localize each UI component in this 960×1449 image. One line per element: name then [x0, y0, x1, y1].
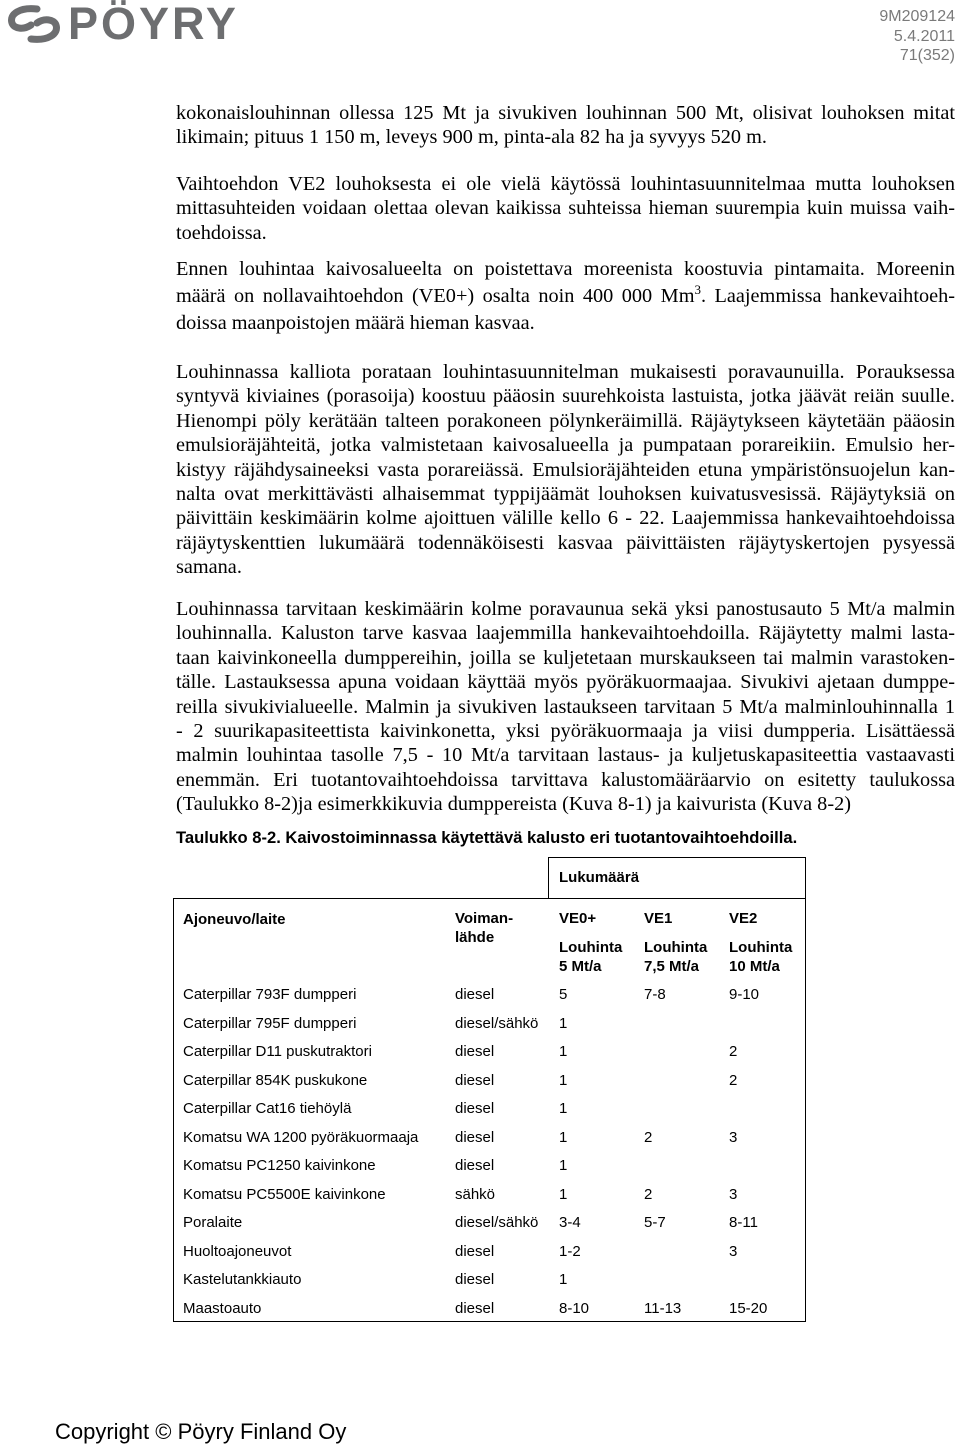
cell-ve2-count: 2 [729, 1071, 738, 1089]
cell-power-source: diesel [455, 1157, 495, 1175]
text-line: mittasuhteiden voidaan olettaa olevan kaikissa suhteissa hieman suurempia kuin muissa vaih- [176, 197, 955, 220]
cell-ve1-count: 7-8 [644, 986, 666, 1003]
group-header-count: Lukumäärä [548, 857, 806, 899]
cell-ve0-count: 1 [559, 1014, 568, 1032]
paragraph [176, 597, 955, 817]
column-header-label: Louhinta [559, 939, 623, 956]
cell-ve2-count: 15-20 [729, 1300, 768, 1318]
cell-power-source: diesel [455, 1128, 495, 1146]
equipment-table [173, 857, 806, 1322]
cell-power-source: diesel [455, 1300, 495, 1318]
text-line: räjäytyskenttien lukumäärä todennäköisesti kasvaa päivittäisten räjäytyskertojen pysyessä [176, 531, 955, 554]
page-number: 71(352) [899, 47, 955, 64]
text-line: syntyvä kiviaines (porasoija) koostuu pääosin suurehkoista lastuista, jotka jäävät reiän suulle. [176, 385, 955, 408]
cell-power-source: diesel [455, 1271, 495, 1289]
table-row [173, 1095, 806, 1124]
table-row [173, 1038, 806, 1067]
cell-vehicle: Kastelutankkiauto [183, 1271, 302, 1289]
document-id: 9M209124 [879, 8, 955, 25]
text-line: samana. [176, 556, 242, 579]
cell-vehicle: Caterpillar 795F dumpperi [183, 1014, 357, 1032]
table-row [173, 1209, 806, 1238]
text-line: nalta ovat merkittävästi alhaisemmat typpijäämät louhoksen kuivatusvesissä. Räjäytyksiä on [176, 482, 955, 505]
cell-ve2-count: 3 [729, 1185, 738, 1203]
column-header-label: 7,5 Mt/a [644, 958, 700, 975]
column-header-label: Ajoneuvo/laite [183, 911, 286, 928]
paragraph [176, 101, 955, 150]
cell-vehicle: Komatsu WA 1200 pyöräkuormaaja [183, 1128, 419, 1146]
document-meta [879, 7, 955, 66]
cell-ve0-count: 8-10 [559, 1300, 590, 1318]
text-line: likimain; pituus 1 150 m, leveys 900 m, pinta-ala 82 ha ja syvyys 520 m. [176, 126, 767, 149]
column-header-label: 5 Mt/a [559, 958, 602, 975]
cell-ve0-count: 1 [559, 1185, 568, 1203]
cell-power-source: diesel [455, 1071, 495, 1089]
table-row [173, 1010, 806, 1039]
table-row [173, 1067, 806, 1096]
cell-ve1-count: 5-7 [644, 1214, 666, 1232]
cell-vehicle: Huoltoajoneuvot [183, 1242, 292, 1260]
cell-ve2-count: 9-10 [729, 986, 760, 1003]
table-row [173, 1181, 806, 1210]
copyright-footer: Copyright © Pöyry Finland Oy [55, 1419, 347, 1444]
cell-power-source: diesel [455, 1242, 495, 1260]
cell-ve0-count: 1 [559, 1043, 568, 1061]
text-line: - 2 suurikapasiteettista kaivinkonetta, yksi pyöräkuormaaja ja viisi dumpperia. Lisättäessä [176, 719, 955, 742]
paragraph [176, 257, 955, 335]
text-line [176, 284, 955, 308]
text-line: (Taulukko 8-2)ja esimerkkikuvia dumppereista (Kuva 8-1) ja kaivurista (Kuva 8-2) [176, 793, 851, 816]
table-row [173, 1295, 806, 1324]
table-row [173, 1152, 806, 1181]
cell-ve0-count: 1 [559, 1271, 568, 1289]
table-row [173, 1124, 806, 1153]
cell-vehicle: Maastoauto [183, 1300, 262, 1318]
text-segment: määrä on nollavaihtoehdon (VE0+) osalta noin 400 000 Mm [176, 285, 695, 308]
text-line: louhinnalla. Kaluston tarve kasvaa laajemmilla hankevaihtoehdoilla. Räjäytetty malmi lasta- [176, 622, 955, 645]
cell-ve1-count: 2 [644, 1128, 653, 1146]
column-header-power-source [455, 909, 513, 947]
cell-ve0-count: 1-2 [559, 1242, 581, 1260]
cell-ve2-count: 3 [729, 1242, 738, 1260]
cell-power-source: diesel/sähkö [455, 1014, 539, 1032]
superscript: 3 [694, 282, 701, 298]
cell-power-source: sähkö [455, 1185, 496, 1203]
column-header-label: Louhinta [729, 939, 793, 956]
text-line: kokonaislouhinnan ollessa 125 Mt ja sivukiven louhinnan 500 Mt, olisivat louhoksen mitat [176, 102, 955, 124]
text-line: Ennen louhintaa kaivosalueelta on poistettava moreenista koostuvia pintamaita. Moreenin [176, 258, 955, 280]
column-header-ve2 [729, 909, 792, 976]
text-line: malmin louhintaa tasolle 7,5 - 10 Mt/a tarvitaan lastaus- ja kuljetuskapasiteettia vastaavasti [176, 744, 955, 767]
text-line: päivittäin keskimäärin kolme ajoittuen välille kello 6 - 22. Laajemmissa hankevaihtoehdoissa [176, 507, 955, 530]
text-line: Hienompi pöly kerätään talteen porakoneen pölynkeräimillä. Räjäytykseen käytetään pääosin [176, 409, 955, 432]
text-line: enemmän. Eri tuotantovaihtoehdoissa tarvittava kalustomääräarvio on esitetty taulukossa [176, 768, 955, 791]
table-row [173, 1238, 806, 1267]
table-row [173, 1266, 806, 1295]
text-line: Louhinnassa kalliota porataan louhintasuunnitelman mukaisesti poravaunuilla. Porauksessa [176, 361, 955, 383]
cell-ve0-count: 1 [559, 1071, 568, 1089]
cell-vehicle: Poralaite [183, 1214, 243, 1232]
cell-power-source: diesel [455, 986, 495, 1003]
text-line: doissa maanpoistojen määrä hieman kasvaa. [176, 311, 535, 334]
cell-ve0-count: 1 [559, 1100, 568, 1118]
cell-ve1-count: 11-13 [644, 1300, 682, 1318]
column-header-label: Louhinta [644, 939, 708, 956]
paragraph [176, 360, 955, 580]
cell-vehicle: Komatsu PC1250 kaivinkone [183, 1157, 376, 1175]
text-line: emulsioräjähteitä, jotka valmistetaan kaivosalueella ja pumpataan porareikiin. Emulsio her- [176, 434, 955, 457]
column-header-ve1 [644, 909, 707, 976]
cell-power-source: diesel/sähkö [455, 1214, 539, 1232]
table-body [173, 981, 806, 1324]
cell-power-source: diesel [455, 1100, 495, 1118]
cell-ve0-count: 5 [559, 986, 568, 1003]
column-header-label: VE2 [729, 910, 758, 927]
cell-ve2-count: 8-11 [729, 1214, 758, 1232]
text-line: toehdoissa. [176, 221, 267, 244]
cell-ve0-count: 1 [559, 1157, 568, 1175]
column-header-label: Voiman- [455, 910, 514, 927]
cell-ve1-count: 2 [644, 1185, 653, 1203]
paragraph [176, 172, 955, 245]
text-segment: . Laajemmissa hankevaihtoeh- [700, 285, 955, 308]
cell-vehicle: Caterpillar Cat16 tiehöylä [183, 1100, 352, 1118]
table-row [173, 981, 806, 1010]
table-caption: Taulukko 8-2. Kaivostoiminnassa käytettävä kalusto eri tuotantovaihtoehdoilla. [176, 828, 798, 847]
poyry-swirl-icon [4, 4, 64, 44]
cell-vehicle: Caterpillar D11 puskutraktori [183, 1043, 372, 1061]
text-line: kistyy räjähdysaineeksi vasta porareiässä. Emulsioräjähteiden etuna ympäristönsuojelun kan- [176, 458, 955, 481]
column-header-label: VE1 [644, 910, 673, 927]
logo-wordmark: PÖYRY [68, 0, 239, 49]
cell-ve2-count: 2 [729, 1043, 738, 1061]
column-header-vehicle [183, 910, 286, 929]
column-header-ve0 [559, 909, 622, 976]
cell-ve0-count: 3-4 [559, 1214, 581, 1232]
column-header-label: lähde [455, 929, 495, 946]
text-line: reilla sivukivialueelle. Malmin ja sivukiven lastaukseen tarvitaan 5 Mt/a malminlouhinnalla 1 [176, 695, 955, 718]
text-line: tälle. Lastauksessa apuna voidaan käyttää myös pyöräkuormaajaa. Sivukivi ajetaan dumppe- [176, 671, 955, 694]
cell-ve0-count: 1 [559, 1128, 568, 1146]
text-line: Louhinnassa tarvitaan keskimäärin kolme poravaunua sekä yksi panostusauto 5 Mt/a malmin [176, 598, 955, 620]
text-line: Vaihtoehdon VE2 louhoksesta ei ole vielä käytössä louhintasuunnitelmaa mutta louhoksen [176, 173, 955, 195]
cell-vehicle: Komatsu PC5500E kaivinkone [183, 1185, 386, 1203]
document-date: 5.4.2011 [893, 27, 955, 45]
cell-power-source: diesel [455, 1043, 495, 1061]
column-header-label: 10 Mt/a [729, 958, 780, 975]
text-line: taan kaivinkoneella dumppereihin, joilla se kuljetetaan murskaukseen tai malmin varastoken- [176, 646, 955, 669]
column-header-label: VE0+ [559, 910, 597, 927]
cell-vehicle: Caterpillar 854K puskukone [183, 1071, 368, 1089]
cell-ve2-count: 3 [729, 1128, 738, 1146]
cell-vehicle: Caterpillar 793F dumpperi [183, 986, 357, 1003]
